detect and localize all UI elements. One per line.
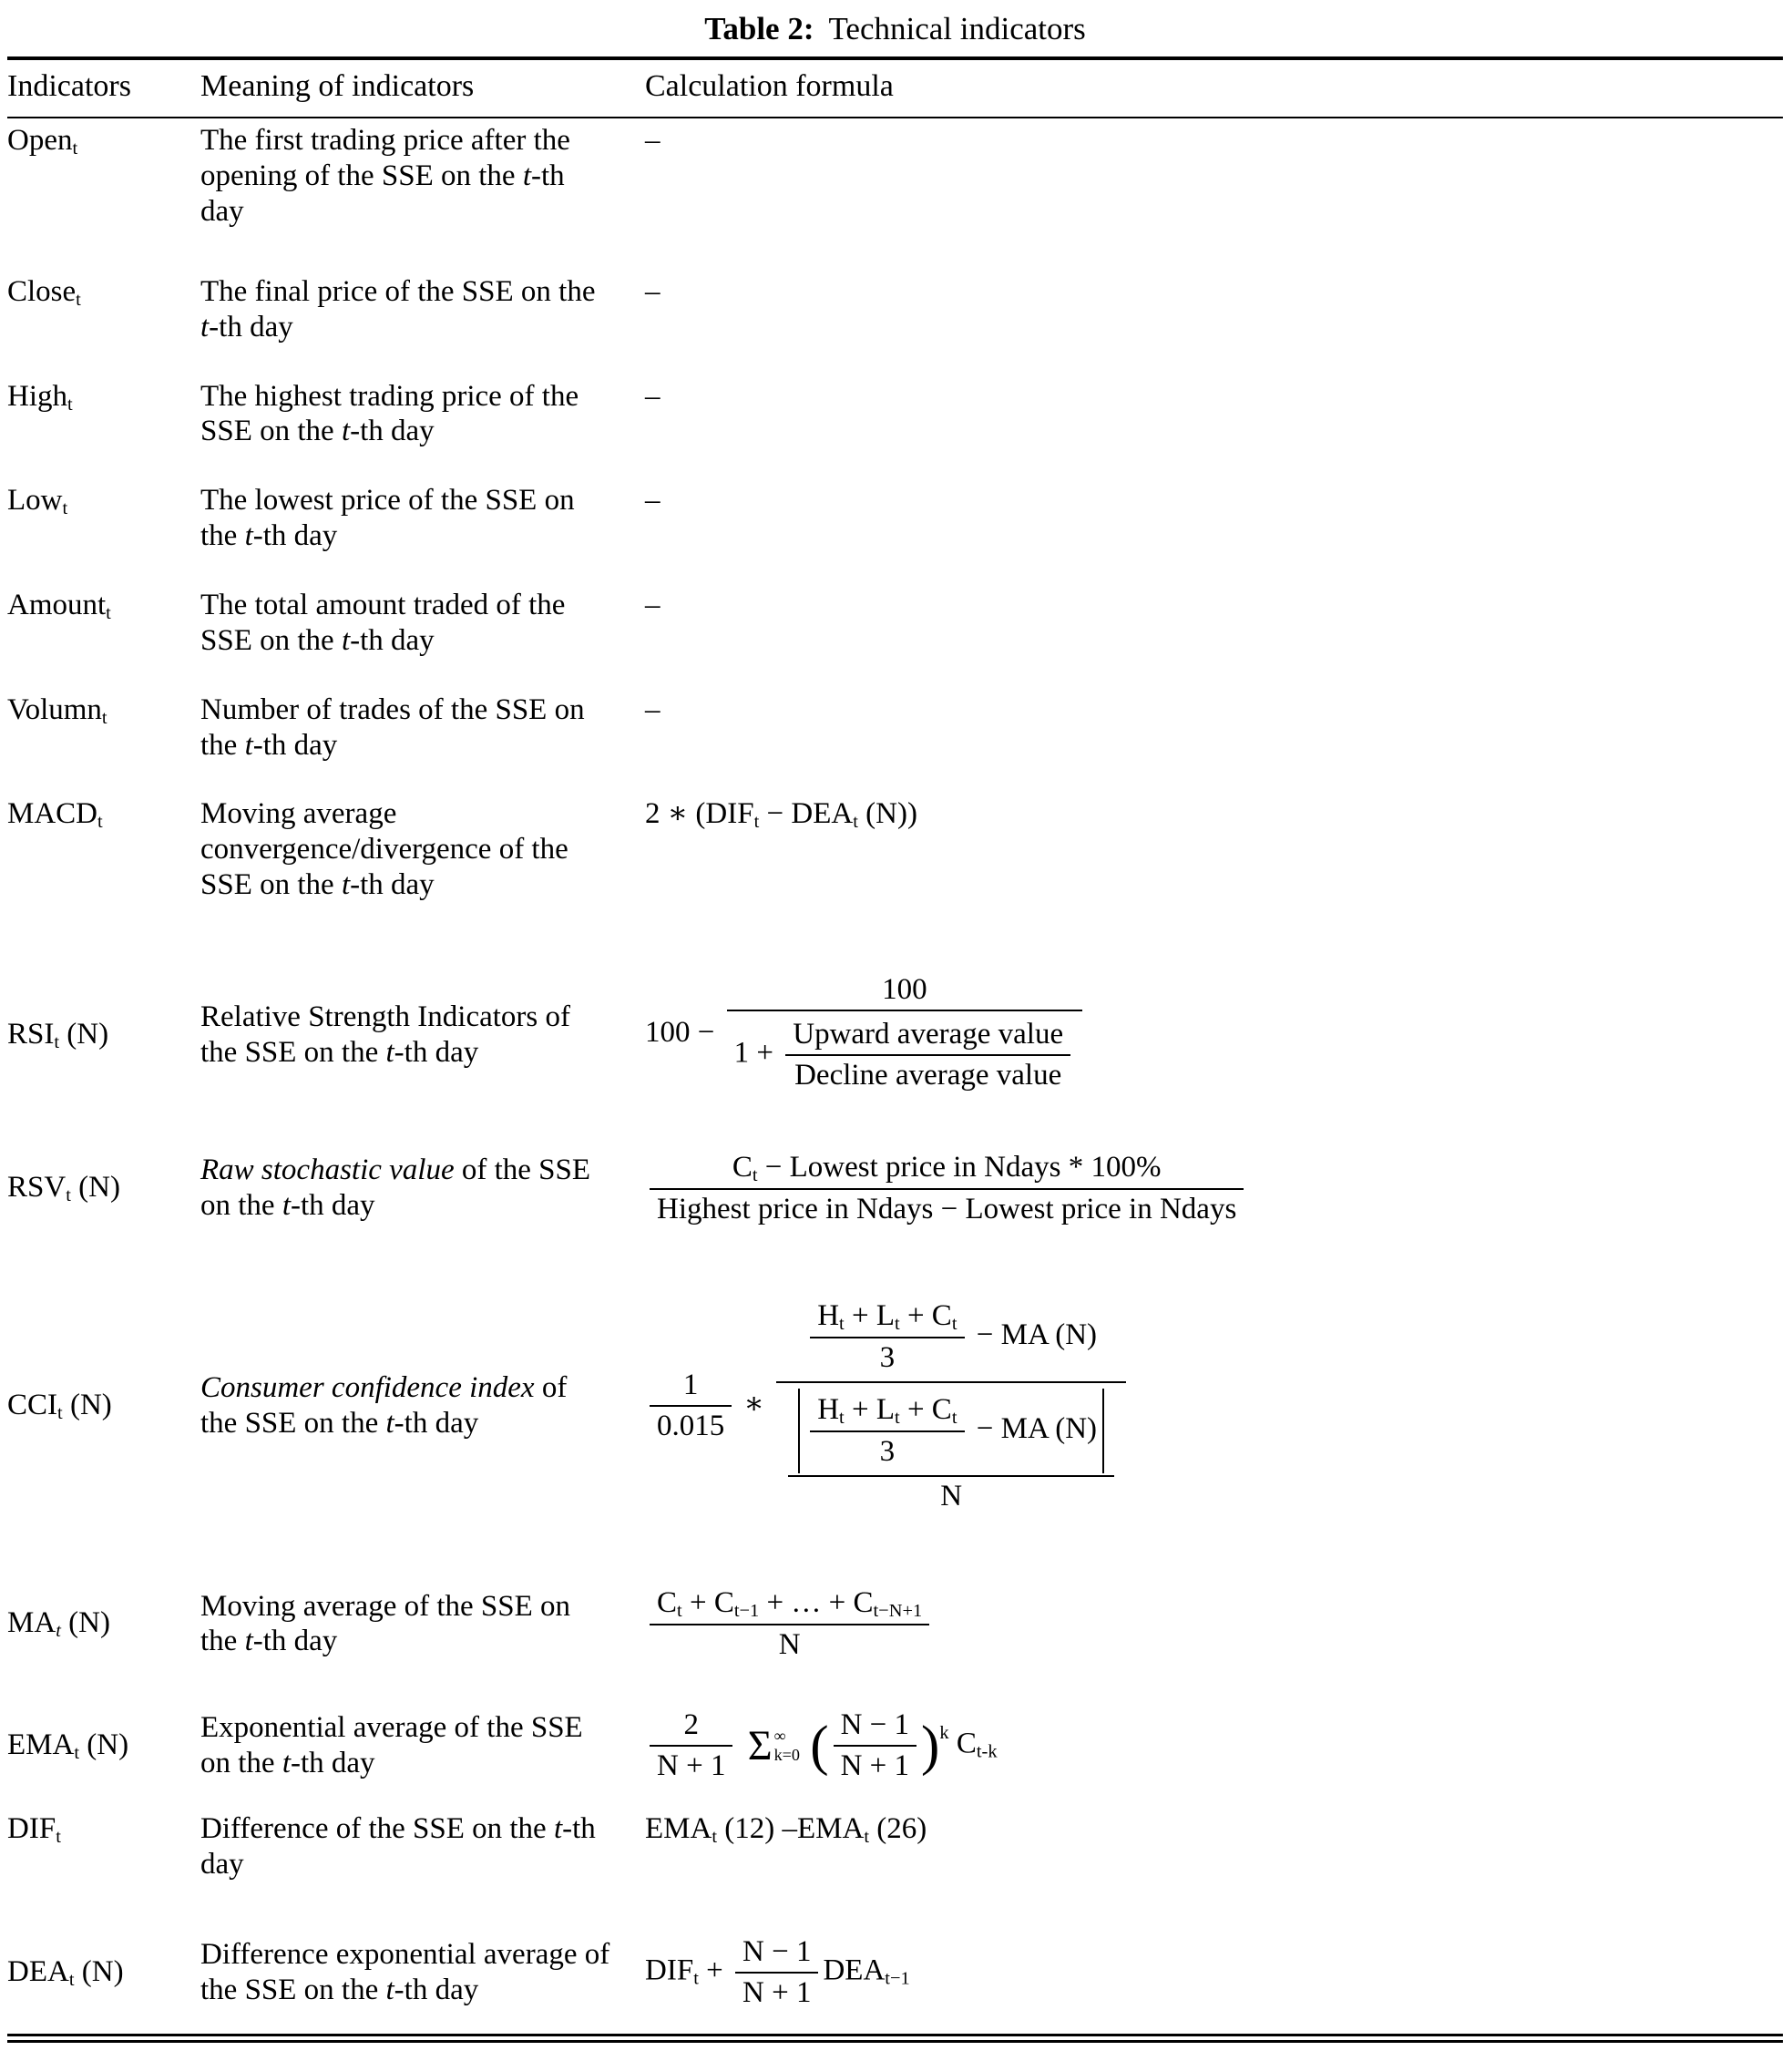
table-body	[7, 118, 1783, 2038]
table-header	[7, 58, 1783, 118]
table-row	[7, 583, 1783, 688]
technical-indicators-table	[7, 56, 1783, 2043]
table-row	[7, 374, 1783, 479]
indicator-cell: EMAt (N)	[7, 1728, 129, 1764]
table-row	[7, 1911, 1783, 2038]
table-row	[7, 792, 1783, 943]
meaning-cell: Consumer confidence index of the SSE on the t-th day	[200, 1371, 568, 1441]
table-row	[7, 688, 1783, 793]
table-row	[7, 1563, 1783, 1686]
indicator-cell: Amountt	[7, 588, 111, 623]
indicator-cell: MAt (N)	[7, 1606, 110, 1642]
table-caption	[7, 5, 1783, 56]
indicator-cell: RSVt (N)	[7, 1171, 120, 1206]
column-header-formula: Calculation formula	[645, 58, 1783, 118]
meaning-cell: Moving average of the SSE on the t-th day	[200, 1589, 571, 1658]
indicator-cell: Lowt	[7, 484, 68, 519]
column-header-indicators: Indicators	[7, 58, 200, 118]
table-caption-text: Technical indicators	[828, 11, 1086, 46]
meaning-cell: The highest trading price of the SSE on the t-th day	[200, 379, 579, 448]
table-row	[7, 1807, 1783, 1912]
meaning-cell: The final price of the SSE on the t-th day	[200, 274, 596, 344]
indicator-cell: CCIt (N)	[7, 1389, 112, 1424]
indicator-cell: Volumnt	[7, 692, 108, 728]
formula-cell: $\frac{\text{Ct − Lowest price in Ndays * 100\%}}{\text{Highest price in Ndays − Lowest price in Ndays}}$	[645, 1127, 1783, 1250]
meaning-cell: Exponential average of the SSE on the t-th day	[200, 1711, 583, 1780]
formula-cell: –	[645, 379, 660, 413]
formula-cell: $\frac{1}{0.015}$ ∗ $\frac{Ht + Lt + Ct}{3}$ − MA (N) $\frac{Ht + Lt + Ct}{3}$ − MA (N) N	[645, 1249, 1783, 1563]
meaning-cell: Raw stochastic value of the SSE on the t-th day	[200, 1154, 591, 1223]
formula-cell: –	[645, 692, 660, 726]
indicator-cell: DEAt (N)	[7, 1954, 124, 1990]
formula-cell: 100 − 100 1 + $\frac{\text{Upward average value}}{\text{Decline average value}}$	[645, 943, 1783, 1127]
table-row	[7, 1249, 1783, 1563]
formula-cell: –	[645, 484, 660, 518]
formula-cell: DIFt + $\frac{N - 1}{N + 1}$ DEAt−1	[645, 1934, 910, 2009]
meaning-cell: The total amount traded of the SSE on the t-th day	[200, 588, 566, 657]
formula-cell: –	[645, 274, 660, 308]
meaning-cell: The first trading price after the opening of the SSE on the t-th day	[200, 124, 570, 228]
indicator-cell: Opent	[7, 124, 78, 159]
table-row	[7, 118, 1783, 270]
formula-cell: 2 ∗ (DIFt − DEAt (N))	[645, 797, 917, 833]
table-caption-label: Table 2:	[704, 11, 814, 46]
meaning-cell: Relative Strength Indicators of the SSE on the t-th day	[200, 1000, 570, 1069]
formula-cell: $\frac{Ct + Ct-1 + \dots + Ct-N+1}{N}$	[645, 1563, 1783, 1686]
table-row	[7, 270, 1783, 374]
table-row	[7, 1127, 1783, 1250]
indicator-cell: MACDt	[7, 797, 103, 833]
indicator-cell: RSIt (N)	[7, 1017, 109, 1052]
formula-cell: $\frac{2}{N + 1}$ Σ ∞ k=0 ( $\frac{N - 1}{N + 1}$ )$^k$ Ct-k	[645, 1686, 1783, 1807]
formula-cell: –	[645, 588, 660, 621]
indicator-cell: Hight	[7, 379, 73, 415]
table-row	[7, 1686, 1783, 1807]
formula-cell: EMAt (12) –EMAt (26)	[645, 1811, 927, 1847]
table-row	[7, 478, 1783, 583]
meaning-cell: Difference of the SSE on the t-th day	[200, 1811, 596, 1881]
indicator-cell: DIFt	[7, 1811, 61, 1847]
meaning-cell: Difference exponential average of the SSE on the t-th day	[200, 1937, 610, 2006]
meaning-cell: The lowest price of the SSE on the t-th day	[200, 484, 575, 553]
column-header-meaning: Meaning of indicators	[200, 58, 645, 118]
indicator-cell: Closet	[7, 274, 81, 310]
header-row	[7, 58, 1783, 118]
formula-cell: –	[645, 124, 660, 157]
meaning-cell: Moving average convergence/divergence of the SSE on the t-th day	[200, 797, 568, 902]
meaning-cell: Number of trades of the SSE on the t-th day	[200, 692, 585, 762]
table-row	[7, 943, 1783, 1127]
